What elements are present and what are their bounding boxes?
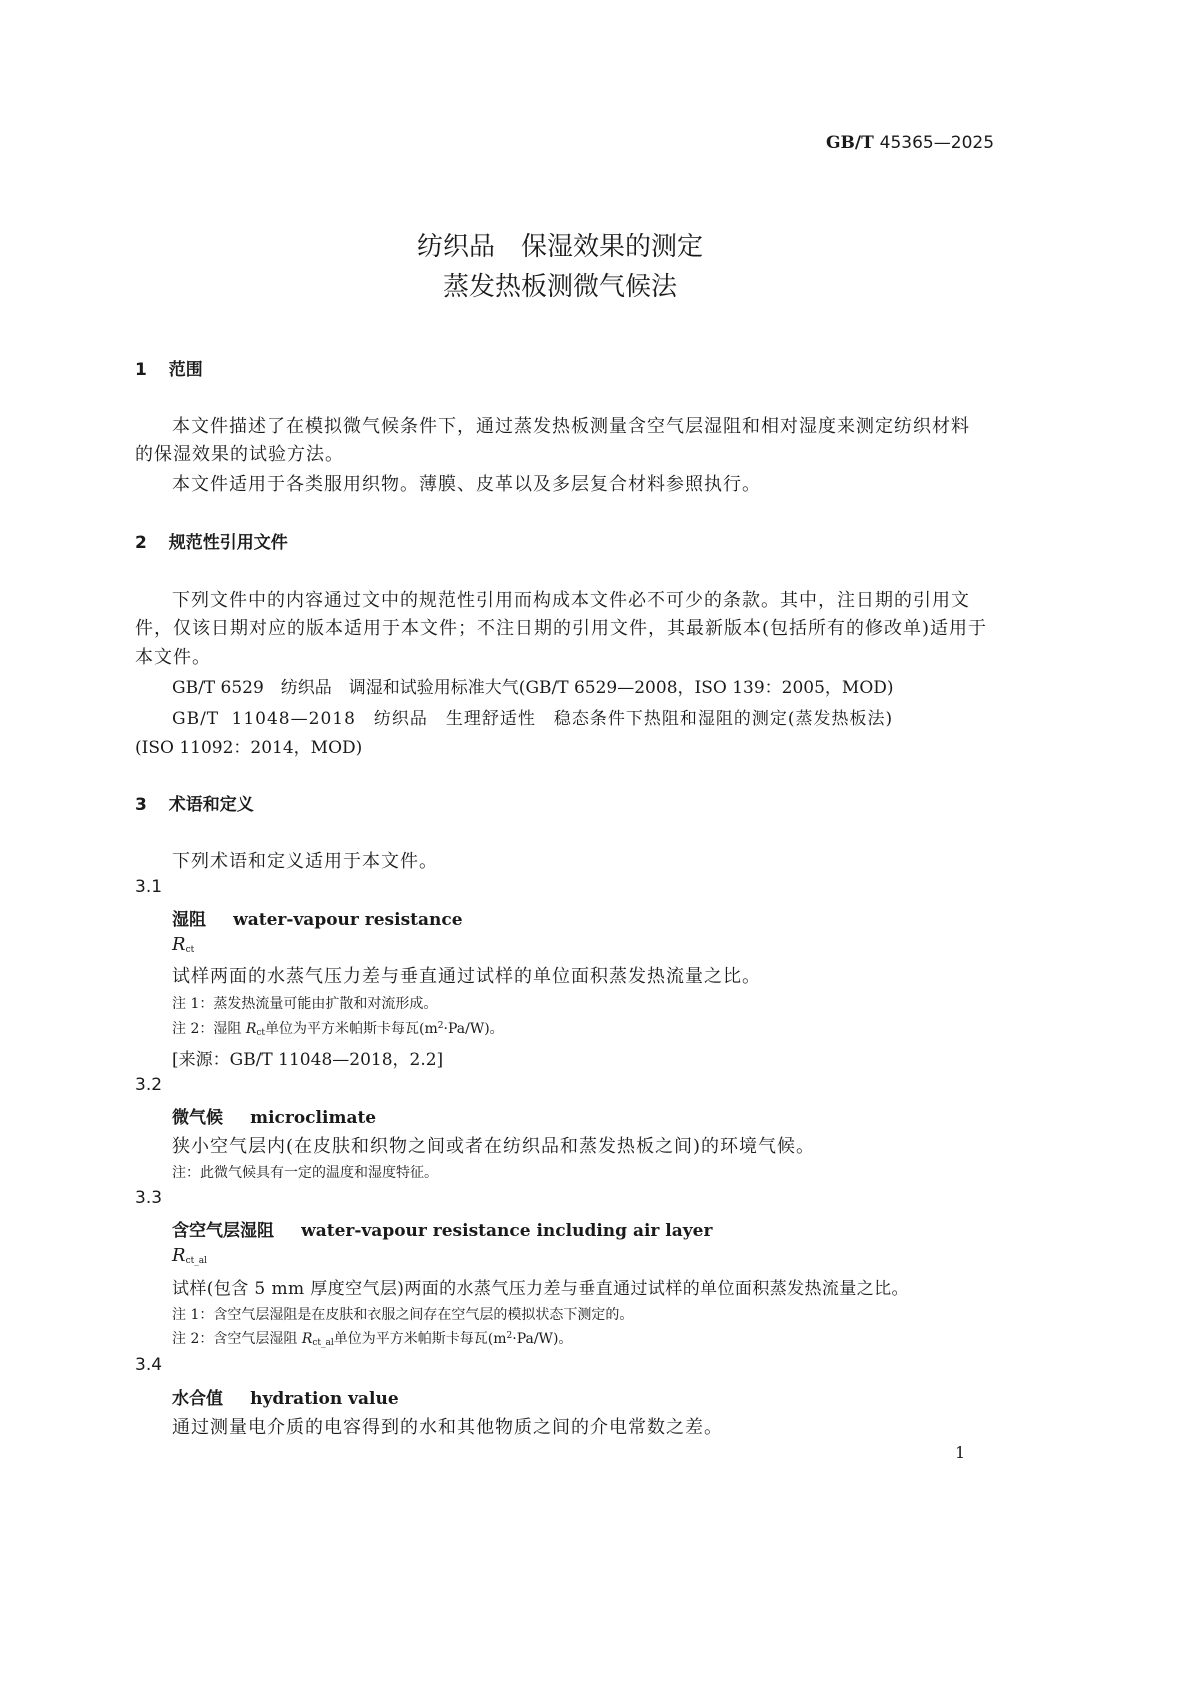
term-definition: 试样两面的水蒸气压力差与垂直通过试样的单位面积蒸发热流量之比。 (172, 966, 761, 987)
note-symbol: R (245, 1021, 257, 1037)
section-1-heading (135, 355, 203, 380)
term-number: 3.2 (135, 1075, 163, 1095)
term-entry (172, 1103, 376, 1128)
term-english: hydration value (250, 1389, 399, 1409)
section-number: 1 (135, 360, 147, 380)
term-english: microclimate (250, 1108, 377, 1128)
section-1-para-1-line-1: 本文件描述了在模拟微气候条件下，通过蒸发热板测量含空气层湿阻和相对湿度来测定纺织材料 (172, 416, 970, 437)
note-symbol: R (301, 1331, 313, 1347)
section-2-para-line-2: 件，仅该日期对应的版本适用于本文件；不注日期的引用文件，其最新版本(包括所有的修改单)适用于 (135, 618, 988, 639)
standard-code-number: 45365—2025 (879, 133, 995, 153)
standard-code (826, 133, 994, 153)
term-chinese: 含空气层湿阻 (172, 1221, 274, 1241)
term-entry (172, 1216, 712, 1241)
section-title: 术语和定义 (168, 795, 254, 815)
note-text: ·Pa/W)。 (512, 1331, 573, 1347)
note-superscript: 2 (437, 1021, 444, 1031)
term-note-1: 注 1：含空气层湿阻是在皮肤和衣服之间存在空气层的模拟状态下测定的。 (172, 1307, 634, 1323)
section-title: 规范性引用文件 (168, 533, 288, 553)
standard-code-prefix: GB/T (826, 133, 874, 153)
term-definition: 狭小空气层内(在皮肤和织物之间或者在纺织品和蒸发热板之间)的环境气候。 (172, 1136, 816, 1157)
term-note-2 (172, 1018, 504, 1038)
note-symbol-subscript: ct_al (312, 1338, 334, 1348)
term-chinese: 水合值 (172, 1389, 223, 1409)
term-source: [来源：GB/T 11048—2018，2.2] (172, 1050, 444, 1070)
symbol-letter: R (172, 1245, 186, 1266)
term-symbol (172, 1245, 207, 1266)
section-3-heading (135, 790, 254, 815)
term-definition: 试样(包含 5 mm 厚度空气层)两面的水蒸气压力差与垂直通过试样的单位面积蒸发热流量之比。 (172, 1279, 909, 1299)
term-number: 3.4 (135, 1355, 163, 1375)
page-number: 1 (955, 1443, 966, 1462)
section-2-para-line-1: 下列文件中的内容通过文中的规范性引用而构成本文件必不可少的条款。其中，注日期的引用文 (172, 590, 970, 611)
title-line-1: 纺织品 保湿效果的测定 (416, 232, 703, 262)
term-note-2 (172, 1328, 572, 1348)
section-1-para-2: 本文件适用于各类服用织物。薄膜、皮革以及多层复合材料参照执行。 (172, 474, 761, 495)
normative-reference-2-line-1: GB/T 11048—2018 纺织品 生理舒适性 稳态条件下热阻和湿阻的测定(蒸发热板法) (172, 709, 894, 729)
section-2-heading (135, 528, 288, 553)
note-symbol-subscript: ct (256, 1028, 266, 1038)
term-note: 注：此微气候具有一定的温度和湿度特征。 (172, 1165, 438, 1181)
section-2-para-line-3: 本文件。 (135, 647, 211, 668)
section-number: 2 (135, 533, 147, 553)
term-note-1: 注 1：蒸发热流量可能由扩散和对流形成。 (172, 996, 438, 1012)
symbol-letter: R (172, 934, 186, 955)
symbol-subscript: ct (185, 945, 195, 955)
term-symbol (172, 934, 194, 955)
symbol-subscript: ct_al (185, 1256, 207, 1266)
note-text: 注 2：含空气层湿阻 (172, 1331, 302, 1347)
title-line-2: 蒸发热板测微气候法 (442, 272, 677, 302)
term-chinese: 湿阻 (172, 910, 206, 930)
note-text: 单位为平方米帕斯卡每瓦(m (333, 1331, 507, 1347)
section-number: 3 (135, 795, 147, 815)
term-english: water-vapour resistance including air layer (301, 1221, 713, 1241)
note-text: ·Pa/W)。 (443, 1021, 504, 1037)
term-number: 3.3 (135, 1188, 163, 1208)
section-title: 范围 (168, 360, 203, 380)
normative-reference-2-line-2: (ISO 11092：2014，MOD) (135, 738, 363, 758)
section-1-para-1-line-2: 的保湿效果的试验方法。 (135, 444, 344, 465)
normative-reference-1: GB/T 6529 纺织品 调湿和试验用标准大气(GB/T 6529—2008，ISO 139：2005，MOD) (172, 678, 894, 698)
term-definition: 通过测量电介质的电容得到的水和其他物质之间的介电常数之差。 (172, 1417, 723, 1438)
term-entry (172, 1384, 399, 1409)
term-english: water-vapour resistance (233, 910, 463, 930)
term-entry (172, 905, 463, 930)
note-superscript: 2 (506, 1331, 513, 1341)
term-chinese: 微气候 (172, 1108, 223, 1128)
note-text: 注 2：湿阻 (172, 1021, 246, 1037)
note-text: 单位为平方米帕斯卡每瓦(m (265, 1021, 438, 1037)
section-3-intro: 下列术语和定义适用于本文件。 (172, 851, 438, 872)
term-number: 3.1 (135, 877, 163, 897)
